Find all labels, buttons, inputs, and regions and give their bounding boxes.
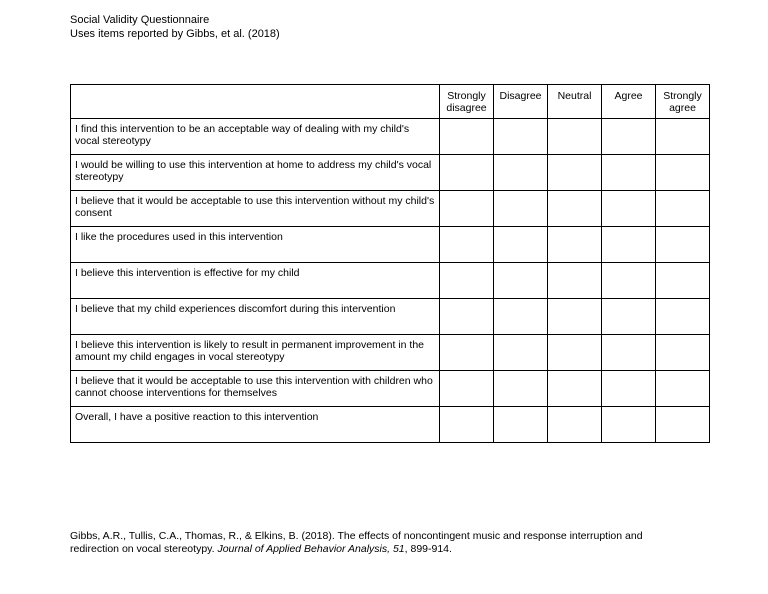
response-cell-agree[interactable]: [602, 227, 656, 263]
response-cell-strongly-disagree[interactable]: [440, 155, 494, 191]
response-cell-strongly-disagree[interactable]: [440, 335, 494, 371]
response-cell-strongly-agree[interactable]: [656, 155, 710, 191]
document-subtitle: Uses items reported by Gibbs, et al. (2018): [70, 28, 280, 40]
response-cell-strongly-agree[interactable]: [656, 263, 710, 299]
citation: [70, 530, 690, 556]
item-statement: I believe this intervention is likely to result in permanent improvement in the amount my child engages in vocal stereotypy: [71, 335, 440, 371]
column-header-disagree: Disagree: [494, 85, 548, 119]
response-cell-neutral[interactable]: [548, 119, 602, 155]
response-cell-neutral[interactable]: [548, 191, 602, 227]
response-cell-disagree[interactable]: [494, 407, 548, 443]
response-cell-disagree[interactable]: [494, 191, 548, 227]
response-cell-disagree[interactable]: [494, 119, 548, 155]
table-row: [71, 407, 710, 443]
response-cell-disagree[interactable]: [494, 227, 548, 263]
response-cell-strongly-disagree[interactable]: [440, 119, 494, 155]
response-cell-neutral[interactable]: [548, 227, 602, 263]
citation-authors: Gibbs, A.R., Tullis, C.A., Thomas, R., & Elkins, B. (2018). The effects of noncontingent music and response interruption and redirection on vocal stereotypy.: [70, 530, 643, 555]
item-statement: Overall, I have a positive reaction to this intervention: [71, 407, 440, 443]
response-cell-neutral[interactable]: [548, 299, 602, 335]
item-column-header: [71, 85, 440, 119]
response-cell-strongly-disagree[interactable]: [440, 299, 494, 335]
response-cell-disagree[interactable]: [494, 371, 548, 407]
item-statement: I believe that my child experiences discomfort during this intervention: [71, 299, 440, 335]
response-cell-strongly-disagree[interactable]: [440, 407, 494, 443]
item-statement: I find this intervention to be an acceptable way of dealing with my child's vocal stereotypy: [71, 119, 440, 155]
column-header-agree: Agree: [602, 85, 656, 119]
table-row: [71, 335, 710, 371]
item-statement: I believe that it would be acceptable to use this intervention with children who cannot choose interventions for themselves: [71, 371, 440, 407]
table-row: [71, 227, 710, 263]
citation-journal: Journal of Applied Behavior Analysis, 51: [217, 543, 405, 555]
response-cell-neutral[interactable]: [548, 407, 602, 443]
response-cell-strongly-agree[interactable]: [656, 191, 710, 227]
response-cell-strongly-agree[interactable]: [656, 335, 710, 371]
item-statement: I believe that it would be acceptable to use this intervention without my child's consent: [71, 191, 440, 227]
response-cell-strongly-disagree[interactable]: [440, 227, 494, 263]
item-statement: I would be willing to use this intervention at home to address my child's vocal stereotypy: [71, 155, 440, 191]
response-cell-neutral[interactable]: [548, 155, 602, 191]
table-row: [71, 371, 710, 407]
response-cell-agree[interactable]: [602, 155, 656, 191]
item-statement: I believe this intervention is effective for my child: [71, 263, 440, 299]
column-header-neutral: Neutral: [548, 85, 602, 119]
response-cell-strongly-disagree[interactable]: [440, 371, 494, 407]
response-cell-disagree[interactable]: [494, 263, 548, 299]
citation-pages: , 899-914.: [404, 543, 452, 555]
response-cell-strongly-agree[interactable]: [656, 407, 710, 443]
table-row: [71, 191, 710, 227]
response-cell-agree[interactable]: [602, 407, 656, 443]
column-header-strongly-disagree: Strongly disagree: [440, 85, 494, 119]
response-cell-neutral[interactable]: [548, 335, 602, 371]
response-cell-agree[interactable]: [602, 335, 656, 371]
response-cell-strongly-agree[interactable]: [656, 119, 710, 155]
response-cell-strongly-agree[interactable]: [656, 299, 710, 335]
response-cell-agree[interactable]: [602, 371, 656, 407]
response-cell-strongly-disagree[interactable]: [440, 191, 494, 227]
response-cell-agree[interactable]: [602, 299, 656, 335]
column-header-strongly-agree: Strongly agree: [656, 85, 710, 119]
response-cell-strongly-agree[interactable]: [656, 227, 710, 263]
table-row: [71, 263, 710, 299]
table-row: [71, 299, 710, 335]
response-cell-agree[interactable]: [602, 191, 656, 227]
questionnaire-table: [70, 84, 710, 443]
document-header: [70, 13, 280, 41]
response-cell-disagree[interactable]: [494, 155, 548, 191]
response-cell-agree[interactable]: [602, 119, 656, 155]
response-cell-agree[interactable]: [602, 263, 656, 299]
response-cell-neutral[interactable]: [548, 263, 602, 299]
table-row: [71, 155, 710, 191]
response-cell-disagree[interactable]: [494, 335, 548, 371]
response-cell-strongly-agree[interactable]: [656, 371, 710, 407]
response-cell-disagree[interactable]: [494, 299, 548, 335]
table-row: [71, 119, 710, 155]
response-cell-neutral[interactable]: [548, 371, 602, 407]
document-title: Social Validity Questionnaire: [70, 14, 210, 26]
table-header-row: [71, 85, 710, 119]
item-statement: I like the procedures used in this intervention: [71, 227, 440, 263]
response-cell-strongly-disagree[interactable]: [440, 263, 494, 299]
